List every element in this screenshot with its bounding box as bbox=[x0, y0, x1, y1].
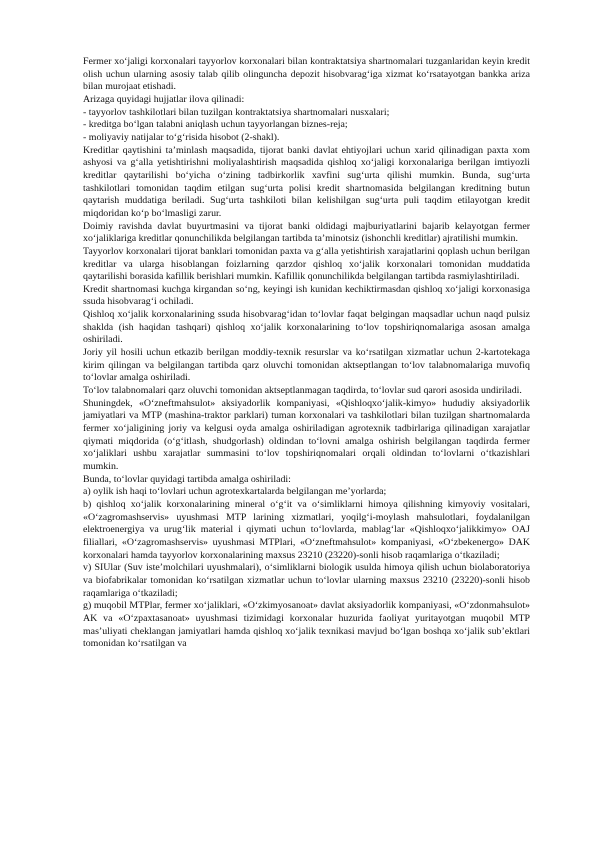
paragraph-sud-qarori: To‘lov talabnomalari qarz oluvchi tomonidan aktseptlanmagan taqdirda, to‘lovlar sud qarori asosida undiriladi. bbox=[83, 385, 522, 397]
list-item-b: b) qishloq xo‘jalik korxonalarining mineral o‘g‘it va o‘simliklarni himoya qilishning kimyoviy vositalari, «O‘zagromashservis» uyushmasi MTP larining xizmatlari, yoqilg‘i-moylash mahsulotlari, foydalanilgan elektroenergiya va urug‘lik material i qiymati uchun to‘lovlarda, mablag‘lar «Qishloqxo‘jalikkimyo» OAJ filiallari, «O‘zagromashservis» uyushmasi MTPlari, «O‘zneftmahsulot» kompaniyasi, «O‘zbekenergo» DAK korxonalari hamda tayyorlov korxonalarining maxsus 23210 (23220)-sonli hisob raqamlariga o‘tkaziladi; bbox=[83, 498, 530, 561]
paragraph-kartoteka: Joriy yil hosili uchun etkazib berilgan moddiy-texnik resurslar va ko‘rsatilgan xizmatlar uchun 2-kartotekaga kirim qilingan va belgilangan tartibda qarz oluvchi tomonidan aktseptlangan to‘lov talabnomalariga muvofiq to‘lovlar amalga oshiriladi. bbox=[83, 347, 530, 384]
paragraph-tartib: Bunda, to‘lovlar quyidagi tartibda amalga oshiriladi: bbox=[83, 473, 291, 485]
paragraph-ishonchli-kreditlar: Doimiy ravishda davlat buyurtmasini va tijorat banki oldidagi majburiyatlarini bajarib kelayotgan fermer xo‘jaliklariga kreditlar qonunchilikda belgilangan tartibda ta’minotsiz (ishonchli kreditlar) ajratilishi mumkin. bbox=[83, 220, 530, 245]
list-item-biznes-reja: - kreditga bo‘lgan talabni aniqlash uchun tayyorlangan biznes-reja; bbox=[83, 119, 348, 131]
paragraph-kafillik: Tayyorlov korxonalari tijorat banklari tomonidan paxta va g‘alla yetishtirish xarajatlarini qoplash uchun berilgan kreditlar va ularga hisoblangan foizlarning qarzdor qishloq xo‘jalik korxonalari tomonidan muddatida qaytarilishi borasida kafillik berishlari mumkin. Kafillik qonunchilikda belgilangan tartibda rasmiylashtiriladi. bbox=[83, 245, 530, 283]
list-item-g: g) muqobil MTPlar, fermer xo‘jaliklari, «O‘zkimyosanoat» davlat aksiyadorlik kompaniyasi, «O‘zdonmahsulot» AK va «O‘zpaxtasanoat» uyushmasi tizimidagi korxonalar huzurida faoliyat yuritayotgan muqobil MTP mas’uliyati cheklangan jamiyatlari hamda qishloq xo‘jalik texnikasi mavjud bo‘lgan boshqa xo‘jalik sub’ektlari tomonidan ko‘rsatilgan va bbox=[83, 600, 530, 650]
list-item-moliyaviy-hisobot: - moliyaviy natijalar to‘g‘risida hisobot (2-shakl). bbox=[83, 131, 280, 143]
list-item-shartnoma-nusxalari: - tayyorlov tashkilotlari bilan tuzilgan kontraktatsiya shartnomalari nusxalari; bbox=[83, 106, 390, 118]
document-page bbox=[83, 56, 530, 651]
paragraph-kontraktatsiya: Fermer xo‘jaligi korxonalari tayyorlov korxonalari bilan kontraktatsiya shartnomalari tuzganlaridan keyin kredit olish uchun ularning asosiy talab qilib olinguncha depozit hisobvarag‘iga xizmat ko‘rsatayotgan bankka ariza bilan murojaat etishadi. bbox=[83, 56, 530, 93]
paragraph-tolovlar-maqsadli: Qishloq xo‘jalik korxonalarining ssuda hisobvarag‘idan to‘lovlar faqat belgingan maqsadlar uchun naqd pulsiz shaklda (ish haqidan tashqari) qishloq xo‘jalik korxonalarining to‘lov topshiriqnomalariga asosan amalga oshiriladi. bbox=[83, 309, 530, 346]
list-item-v: v) SIUlar (Suv iste’molchilari uyushmalari), o‘simliklarni biologik usulda himoya qilish uchun biolaboratoriya va biofabrikalar tomonidan ko‘rsatilgan xizmatlar uchun to‘lovlar ularning maxsus 23210 (23220)-sonli hisob raqamlariga o‘tkaziladi; bbox=[83, 562, 530, 599]
paragraph-oldindan-tolov: Shuningdek, «O‘zneftmahsulot» aksiyadorlik kompaniyasi, «Qishloqxo‘jalik-kimyo» hududiy aksiyadorlik jamiyatlari va MTP (mashina-traktor parklari) tuman korxonalari va tashkilotlari bilan tuzilgan shartnomalarda fermer xo‘jaligining joriy va kelgusi oyda amalga oshiriladigan agrotexnik tadbirlariga qilinadigan xarajatlar qiymati miqdorida (o‘g‘itlash, shudgorlash) oldindan to‘lovni amalga oshirish belgilangan taqdirda fermer xo‘jaliklari ushbu xarajatlar summasini to‘lov topshiriqnomalari orqali oldindan to‘lovlarni o‘tkazishlari mumkin. bbox=[83, 397, 530, 472]
paragraph-sugurta: Kreditlar qaytishini ta’minlash maqsadida, tijorat banki davlat ehtiyojlari uchun xarid qilinadigan paxta xom ashyosi va g‘alla yetishtirishni moliyalashtirish maqsadida qishloq xo‘jaligi korxonalariga berilgan imtiyozli kreditlar qaytarilishi bo‘yicha o‘zining tadbirkorlik xavfini sug‘urta qilishi mumkin. Bunda, sug‘urta tashkilotlari tomonidan taqdim etilgan sug‘urta polisi kredit shartnomasida belgilangan kreditning butun qaytarish muddatiga beriladi. Sug‘urta tashkiloti bilan kelishilgan sug‘urta puli taqdim etilayotgan kredit miqdoridan ko‘p bo‘lmasligi zarur. bbox=[83, 144, 530, 219]
list-item-a: a) oylik ish haqi to‘lovlari uchun agrotexkartalarda belgilangan me’yorlarda; bbox=[83, 486, 387, 498]
paragraph-ariza-hujjatlar: Arizaga quyidagi hujjatlar ilova qilinadi: bbox=[83, 93, 245, 105]
paragraph-ssuda-hisobvaragi: Kredit shartnomasi kuchga kirgandan so‘ng, keyingi ish kunidan kechiktirmasdan qishloq xo‘jaligi korxonasiga ssuda hisobvarag‘i ochiladi. bbox=[83, 283, 530, 308]
